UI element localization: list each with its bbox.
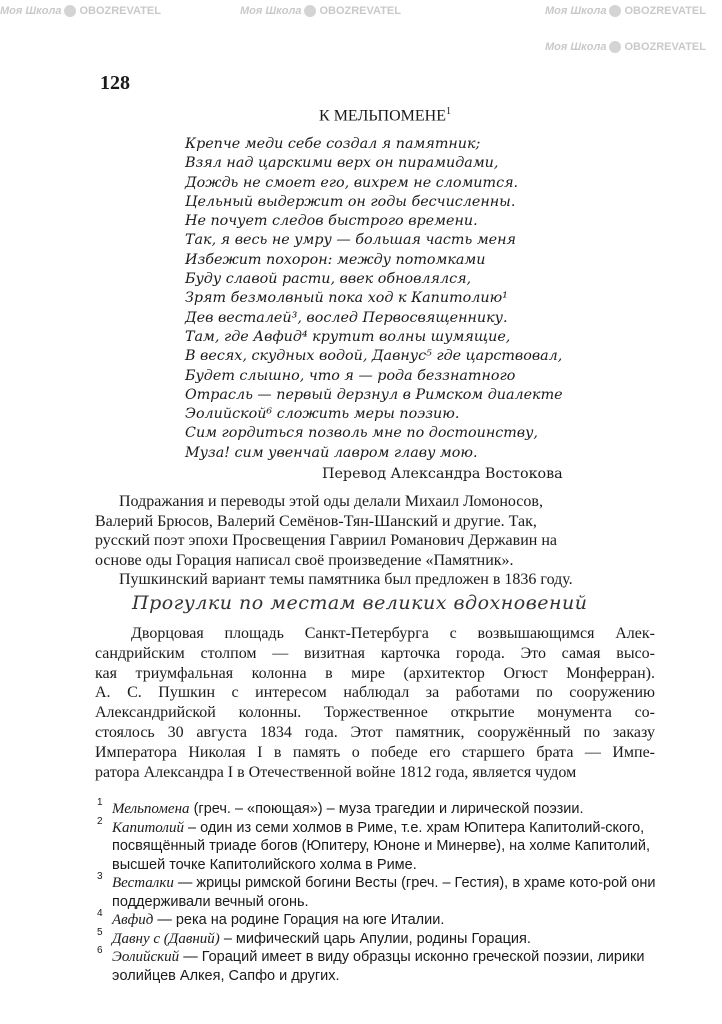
paragraph-palace-square	[95, 624, 655, 782]
watermark-partner: OBOZREVATEL	[624, 5, 706, 17]
watermark-partner: OBOZREVATEL	[624, 41, 706, 53]
footnote-term: Авфид	[112, 912, 154, 928]
text-line: Валерий Брюсов, Валерий Семёнов-Тян-Шанский и другие. Так,	[95, 512, 537, 530]
footnote	[95, 945, 660, 985]
poem-line: Там, где Авфид⁴ крутит волны шумящие,	[185, 328, 511, 345]
footnote-text: – один из семи холмов в Риме, т.е. храм Юпитера Капитолий-ского, посвящённый триаде богов (Юпитеру, Юноне и Минерве), на холме Капитолий, высшей точке Капитолийского холма в Риме.	[112, 819, 650, 873]
text-line: Подражания и переводы этой оды делали Михаил Ломоносов,	[119, 493, 543, 510]
footnote	[95, 871, 660, 911]
text-line: Дворцовая площадь Санкт-Петербурга с возвышающимся Алек-	[131, 625, 655, 642]
text-line: русский поэт эпохи Просвещения Гавриил Романович Державин на	[95, 532, 557, 549]
watermark	[240, 4, 401, 18]
footnote-term: Эолийский	[112, 949, 180, 965]
footnote	[95, 926, 660, 949]
footnote-term: Капитолий	[112, 819, 184, 836]
poem-line: Не почует следов быстрого времени.	[185, 213, 478, 230]
footnote	[95, 797, 660, 819]
watermark-brand: Моя Школа	[0, 5, 62, 17]
page-number: 128	[100, 72, 130, 94]
poem-line: Сим гордиться позволь мне по достоинству,	[185, 425, 538, 442]
text-line: Пушкинский вариант темы памятника был предложен в 1836 году.	[119, 571, 573, 588]
poem-line: Крепче меди себе создал я памятник;	[185, 136, 481, 152]
poem-line: Дождь не смоет его, вихрем не сломится.	[185, 174, 519, 191]
watermark-partner: OBOZREVATEL	[79, 5, 161, 17]
footnote-term: Давну с (Давний)	[112, 930, 220, 947]
watermark	[545, 40, 706, 54]
watermark-logo-icon	[609, 41, 621, 53]
watermark	[0, 4, 161, 18]
translator-credit: Перевод Александра Востокова	[322, 466, 563, 482]
watermark-logo-icon	[64, 5, 76, 17]
text-line: стоялось 30 августа 1834 года. Этот памятник, сооружённый по заказу	[95, 723, 655, 741]
poem-line: Цельный выдержит он годы бесчисленны.	[185, 193, 516, 210]
footnote-ref: 1	[445, 106, 451, 117]
footnote-text: – мифический царь Апулии, родины Горация.	[219, 930, 531, 947]
poem-line: В весях, скудных водой, Давнус⁵ где царствовал,	[185, 348, 563, 365]
watermark	[545, 4, 706, 18]
poem-line: Будет слышно, что я — рода беззнатного	[185, 367, 516, 384]
poem-body	[185, 135, 563, 463]
watermark-logo-icon	[304, 5, 316, 17]
text-line: кая триумфальная колонна в мире (архитектор Огюст Монферран).	[95, 664, 655, 682]
watermark-partner: OBOZREVATEL	[319, 5, 401, 17]
poem-line: Избежит похорон: между потомками	[185, 251, 486, 268]
footnote-number: 3	[97, 871, 103, 882]
text-line: сандрийским столпом — визитная карточка города. Это самая высо-	[95, 644, 655, 662]
footnote-text: — жрицы римской богини Весты (греч. – Гестия), в храме кото-рой они поддерживали вечный огонь.	[112, 875, 656, 910]
footnote-text: — Гораций имеет в виду образцы исконно греческой поэзии, лирики эолийцев Алкея, Сапфо и других.	[112, 949, 645, 984]
footnote	[95, 815, 660, 875]
footnote-number: 6	[97, 945, 103, 956]
footnote-text: — река на родине Горация на юге Италии.	[153, 912, 445, 928]
footnote-term: Весталки	[112, 875, 174, 891]
text-line: А. С. Пушкин с интересом наблюдал за работами по сооружению	[95, 684, 655, 702]
watermark-logo-icon	[609, 5, 621, 17]
poem-line: Муза! сим увенчай лавром главу мою.	[185, 444, 478, 461]
footnotes	[95, 797, 660, 985]
poem-line: Эолийской⁶ сложить меры поэзию.	[185, 406, 460, 423]
text-line: Александрийской колонны. Торжественное открытие монумента со-	[95, 704, 655, 722]
poem-line: Так, я весь не умру — большая часть меня	[185, 232, 517, 249]
poem-line: Зрят безмолвный пока ход к Капитолию¹	[185, 290, 508, 307]
poem-line: Дев весталей³, вослед Первосвященнику.	[185, 309, 508, 326]
poem-title	[290, 106, 480, 125]
text-line: Императора Николая I в память о победе его старшего брата — Импе-	[95, 743, 655, 761]
footnote-number: 5	[97, 926, 103, 938]
paragraph-imitations	[95, 492, 573, 590]
footnote-number: 1	[97, 797, 103, 808]
footnote-term: Мельпомена	[112, 801, 190, 817]
poem-line: Буду славой расти, ввек обновлялся,	[185, 271, 472, 288]
poem-line: Взял над царскими верх он пирамидами,	[185, 155, 499, 172]
footnote-number: 2	[97, 815, 103, 827]
poem-title-text: К МЕЛЬПОМЕНЕ	[319, 107, 446, 125]
section-heading: Прогулки по местам великих вдохновений	[132, 592, 588, 614]
watermark-brand: Моя Школа	[545, 5, 607, 17]
poem-line: Отрасль — первый дерзнул в Римском диалекте	[185, 386, 563, 403]
watermark-brand: Моя Школа	[240, 5, 302, 17]
footnote	[95, 908, 660, 930]
text-line: основе оды Горация написал своё произведение «Памятник».	[95, 551, 514, 569]
watermark-brand: Моя Школа	[545, 41, 607, 53]
footnote-text: (греч. – «поющая») – муза трагедии и лирической поэзии.	[189, 801, 584, 817]
footnote-number: 4	[97, 908, 103, 919]
text-line: ратора Александра I в Отечественной войне 1812 года, является чудом	[95, 763, 577, 781]
